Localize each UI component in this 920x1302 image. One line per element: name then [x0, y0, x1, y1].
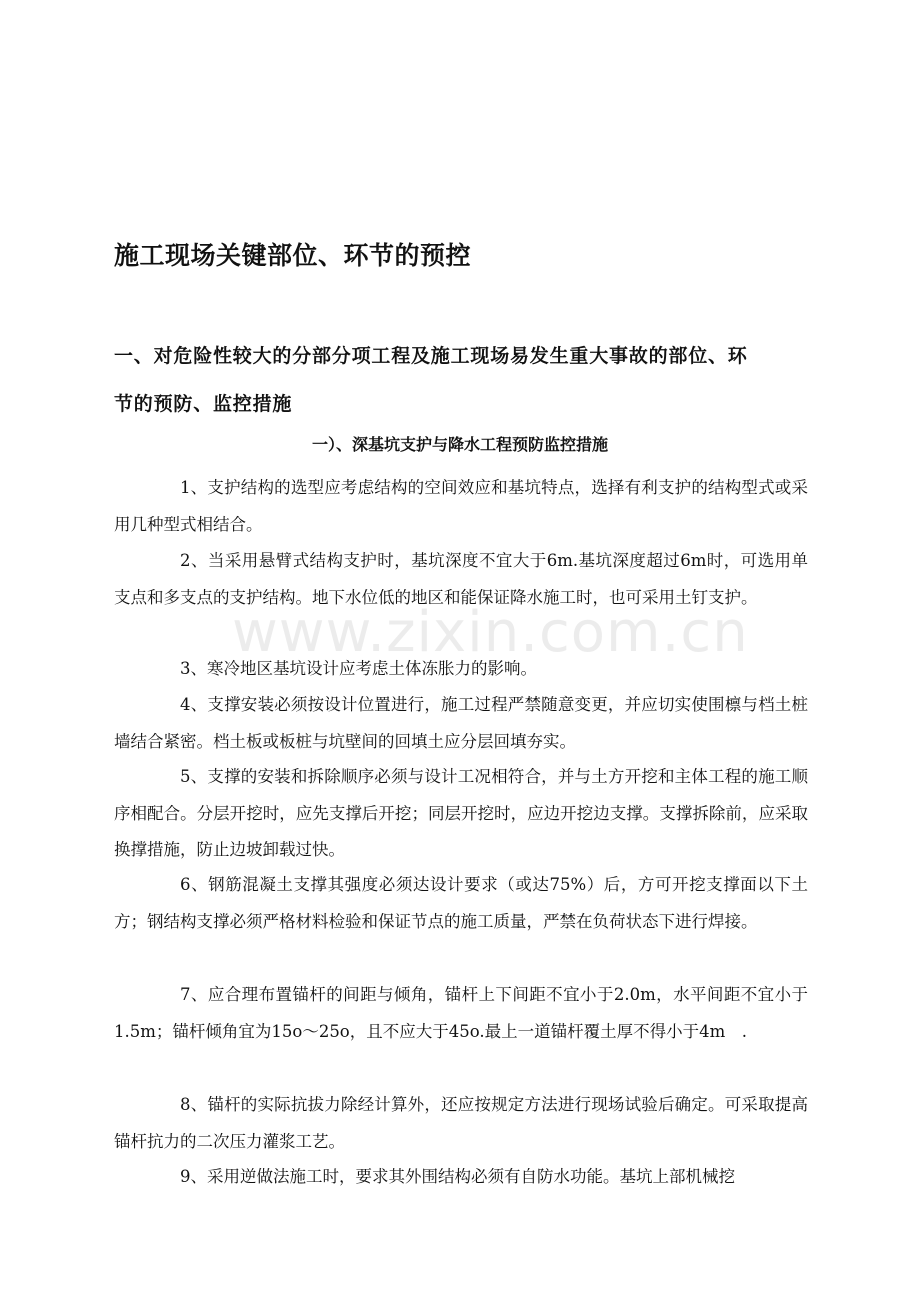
paragraph-8: 8、锚杆的实际抗拔力除经计算外，还应按规定方法进行现场试验后确定。可采取提高锚杆抗力的二次压力灌浆工艺。 — [114, 1095, 808, 1151]
document-title: 施工现场关键部位、环节的预控 — [114, 241, 472, 270]
paragraph-3: 3、寒冷地区基坑设计应考虑土体冻胀力的影响。 — [180, 659, 537, 678]
paragraph-6: 6、钢筋混凝土支撑其强度必须达设计要求（或达75%）后，方可开挖支撑面以下土方；钢结构支撑必须严格材料检验和保证节点的施工质量，严禁在负荷状态下进行焊接。 — [114, 875, 808, 931]
watermark: www.zixin.com.cn — [232, 600, 749, 665]
section-heading-line-2: 节的预防、监控措施 — [114, 393, 293, 415]
paragraph-4: 4、支撑安装必须按设计位置进行，施工过程严禁随意变更，并应切实使围檩与档土桩墙结合紧密。档土板或板桩与坑壁间的回填土应分层回填夯实。 — [114, 695, 808, 751]
subsection-heading: 一）、深基坑支护与降水工程预防监控措施 — [311, 435, 608, 454]
paragraph-7: 7、应合理布置锚杆的间距与倾角，锚杆上下间距不宜小于2.0m，水平间距不宜小于1.5m；锚杆倾角宜为15o～25o，且不应大于45o.最上一道锚杆覆土厚不得小于4m . — [114, 985, 808, 1041]
section-heading-line-1: 一、对危险性较大的分部分项工程及施工现场易发生重大事故的部位、环 — [114, 345, 748, 367]
paragraph-2: 2、当采用悬臂式结构支护时，基坑深度不宜大于6m.基坑深度超过6m时，可选用单支点和多支点的支护结构。地下水位低的地区和能保证降水施工时，也可采用土钉支护。 — [114, 551, 808, 607]
paragraph-9: 9、采用逆做法施工时，要求其外围结构必须有自防水功能。基坑上部机械挖 — [180, 1167, 735, 1186]
paragraph-5: 5、支撑的安装和拆除顺序必须与设计工况相符合，并与土方开挖和主体工程的施工顺序相配合。分层开挖时，应先支撑后开挖；同层开挖时，应边开挖边支撑。支撑拆除前，应采取换撑措施，防止边坡卸载过快。 — [114, 767, 808, 859]
paragraph-1: 1、支护结构的选型应考虑结构的空间效应和基坑特点，选择有利支护的结构型式或采用几种型式相结合。 — [114, 478, 808, 534]
